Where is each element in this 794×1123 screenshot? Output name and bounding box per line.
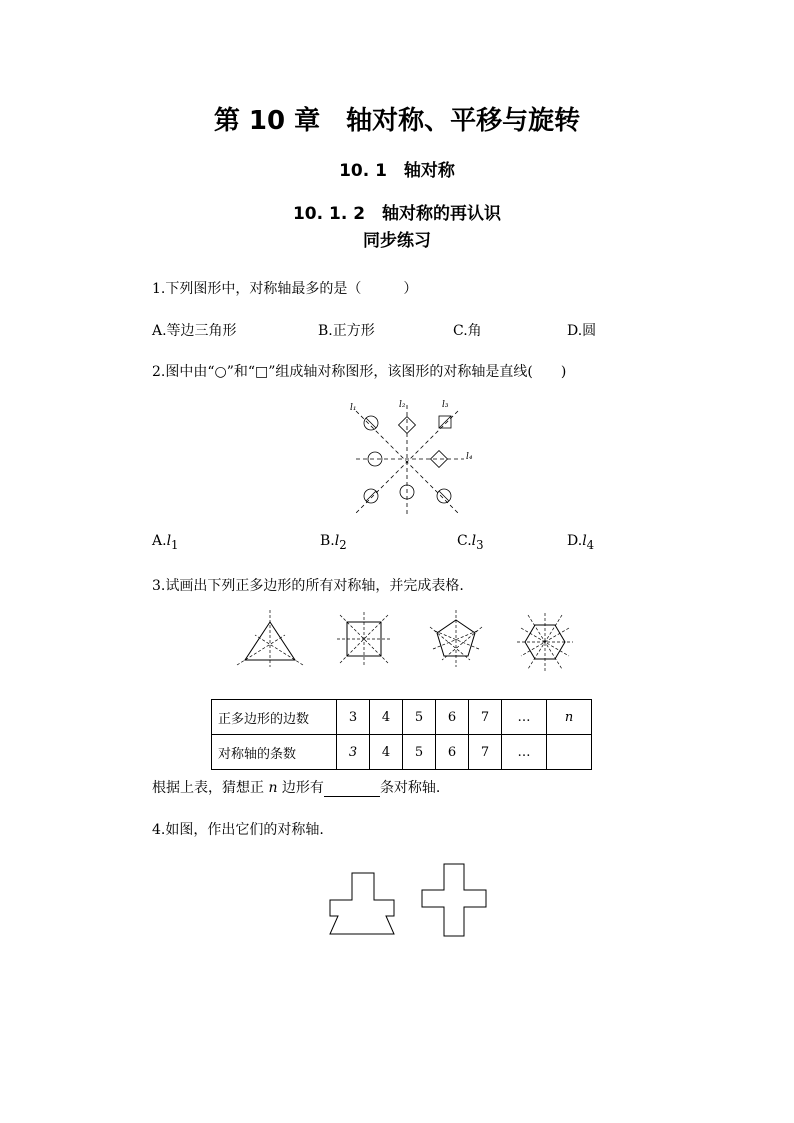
answer-blank[interactable] [324, 782, 380, 797]
section-title: 10. 1 轴对称 [339, 161, 455, 181]
practice-title: 同步练习 [363, 231, 431, 251]
table-cell: 5 [403, 735, 436, 770]
q1-option-d: D.圆 [567, 323, 597, 339]
q1-option-b: B.正方形 [318, 323, 375, 339]
table-row [212, 700, 592, 735]
table-cell: 3 [337, 700, 370, 735]
polygons-figure [235, 605, 590, 675]
table-cell: 4 [370, 700, 403, 735]
q2-option-a: $A.l_1$ [152, 533, 179, 552]
question-3-stem: 3.试画出下列正多边形的所有对称轴，并完成表格. [152, 578, 464, 594]
q2-option-d: $D.l_4$ [567, 533, 595, 552]
table-cell: 7 [469, 700, 502, 735]
q1-option-a: A.等边三角形 [152, 323, 237, 339]
q2-symmetry-figure [340, 395, 480, 515]
q2-option-c: $C.l_3$ [457, 533, 484, 552]
question-2-stem: 2.图中由“○”和“□”组成轴对称图形，该图形的对称轴是直线( ) [152, 364, 567, 380]
question-4-stem: 4.如图，作出它们的对称轴. [152, 822, 324, 838]
symmetry-axes-table [211, 699, 592, 770]
table-cell: n [547, 700, 592, 735]
table-cell: 3 [337, 735, 370, 770]
table-cell: … [502, 700, 547, 735]
table-cell: 5 [403, 700, 436, 735]
table-cell: 6 [436, 735, 469, 770]
table-cell: … [502, 735, 547, 770]
table-cell: 6 [436, 700, 469, 735]
q1-option-c: C.角 [453, 323, 482, 339]
figure-label-l2: l₂ [399, 400, 406, 410]
table-row1-header: 正多边形的边数 [212, 700, 337, 735]
figure-label-l1: l₁ [350, 403, 357, 413]
figure-label-l3: l₃ [442, 400, 449, 410]
question-1-stem: 1.下列图形中，对称轴最多的是（ ） [152, 281, 418, 297]
table-answer-cell[interactable] [547, 735, 592, 770]
figure-label-l4: l₄ [466, 452, 473, 462]
q4-shapes-figure [328, 862, 493, 940]
table-cell: 7 [469, 735, 502, 770]
table-row [212, 735, 592, 770]
subsection-title: 10. 1. 2 轴对称的再认识 [292, 204, 502, 224]
chapter-title: 第 10 章 轴对称、平移与旋转 [213, 106, 581, 136]
table-cell: 4 [370, 735, 403, 770]
q3-conclusion: 根据上表，猜想正 n 边形有 条对称轴. [152, 780, 441, 796]
q2-option-b: $B.l_2$ [320, 533, 347, 552]
table-row2-header: 对称轴的条数 [212, 735, 337, 770]
